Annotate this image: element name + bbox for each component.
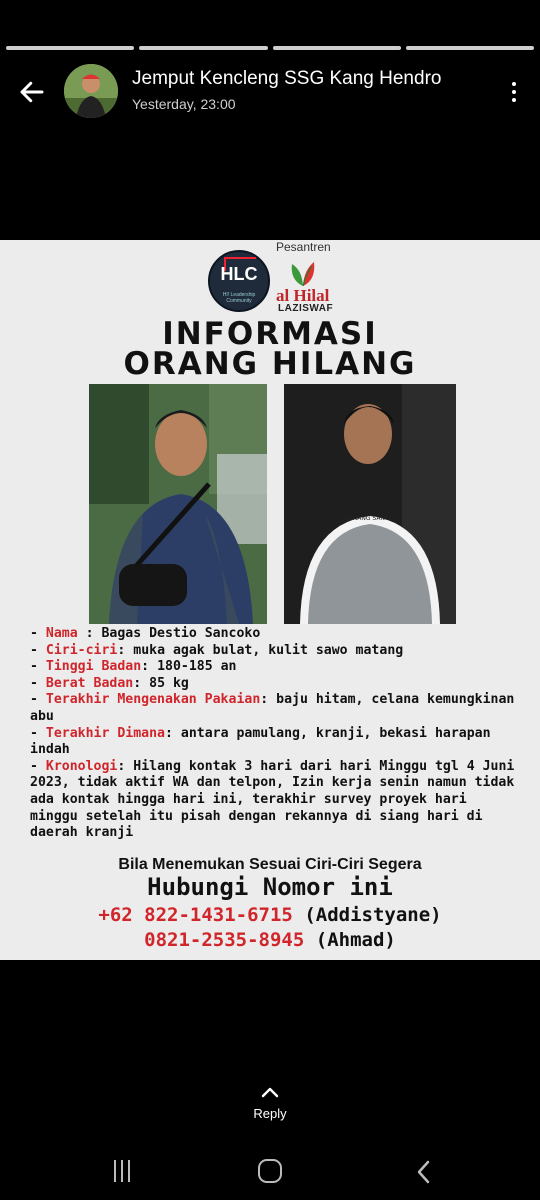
detail-row: - Terakhir Dimana: antara pamulang, kranji, bekasi harapan indah	[30, 725, 499, 758]
contact-phone-2	[0, 929, 540, 951]
missing-person-details	[30, 626, 523, 842]
phone-number-2: 0821-2535-8945	[144, 929, 305, 951]
recent-apps-button[interactable]	[110, 1160, 134, 1184]
arrow-left-icon	[17, 77, 47, 107]
avatar[interactable]	[64, 64, 118, 118]
chevron-up-icon	[258, 1084, 282, 1100]
detail-label: Ciri-ciri	[45, 642, 118, 658]
detail-value: antara pamulang, kranji, bekasi harapan indah	[30, 725, 499, 758]
detail-value: 85 kg	[149, 675, 189, 691]
story-progress-segment	[6, 46, 134, 50]
back-button[interactable]	[12, 72, 52, 112]
cta-line1: Bila Menemukan Sesuai Ciri-Ciri Segera	[118, 856, 422, 873]
missing-person-photo-1	[89, 384, 267, 624]
detail-row: - Kronologi: Hilang kontak 3 hari dari hari Minggu tgl 4 Juni 2023, tidak aktif WA dan telpon, Izin kerja senin namun tidak ada kontak hingga hari ini, terakhir survey proyek hari minggu setelah itu pisah dengan rekannya di siang hari di daerah kranji	[30, 758, 523, 841]
detail-value: 180-185 an	[157, 659, 237, 675]
detail-label: Berat Badan	[45, 675, 134, 691]
story-image[interactable]	[0, 240, 540, 960]
phone-name-1: (Addistyane)	[292, 904, 442, 926]
phone-name-2: (Ahmad)	[304, 929, 396, 951]
poster-title-line1: INFORMASI	[162, 316, 378, 352]
pesantren-label: Pesantren	[276, 240, 331, 254]
shirt-text: MENANG SANYAK	[343, 515, 397, 522]
detail-row: - Terakhir Mengenakan Pakaian: baju hitam, celana kemungkinan abu	[30, 692, 523, 724]
reply-label: Reply	[253, 1106, 287, 1121]
detail-label: Terakhir Dimana	[45, 725, 165, 741]
story-header	[0, 62, 540, 120]
cta-line2: Hubungi Nomor ini	[147, 873, 393, 901]
post-timestamp: Yesterday, 23:00	[132, 96, 236, 112]
detail-label: Tinggi Badan	[45, 659, 142, 675]
avatar-image	[64, 64, 118, 118]
phone-number-1: +62 822-1431-6715	[98, 904, 293, 926]
reply-button[interactable]	[240, 1084, 300, 1121]
leaf-logo-icon	[286, 258, 320, 288]
hlc-logo	[208, 250, 270, 312]
detail-row: - Nama : Bagas Destio Sancoko	[30, 626, 261, 641]
recent-apps-icon	[114, 1160, 116, 1182]
nav-back-button[interactable]	[412, 1158, 436, 1186]
laziswaf-logo-text: LAZISWAF	[278, 303, 334, 314]
detail-row: - Ciri-ciri: muka agak bulat, kulit sawo matang	[30, 642, 404, 658]
detail-label: Nama	[45, 626, 78, 641]
detail-label: Terakhir Mengenakan Pakaian	[45, 692, 261, 708]
more-vertical-icon	[512, 82, 516, 86]
alhilal-logo-text: al Hilal	[276, 286, 330, 305]
hlc-logo-subtext: HI! Leadership Community	[222, 292, 256, 304]
detail-row: - Tinggi Badan: 180-185 an	[30, 659, 237, 675]
poster-name[interactable]: Jemput Kencleng SSG Kang Hendro	[132, 68, 442, 89]
detail-row: - Berat Badan: 85 kg	[30, 675, 189, 691]
detail-value: muka agak bulat, kulit sawo matang	[133, 642, 404, 658]
detail-value: baju hitam, celana kemungkinan abu	[30, 692, 523, 724]
detail-label: Kronologi	[45, 758, 118, 774]
contact-phone-1	[0, 904, 540, 926]
system-nav-bar	[0, 1152, 540, 1200]
chevron-left-icon	[419, 1162, 428, 1182]
story-progress-segment	[139, 46, 267, 50]
detail-value: Bagas Destio Sancoko	[101, 626, 261, 641]
hlc-logo-text: HLC	[220, 264, 258, 284]
story-progress-segment	[273, 46, 401, 50]
more-options-button[interactable]	[502, 74, 526, 110]
story-progress-segment	[406, 46, 534, 50]
poster-title-line2: ORANG HILANG	[123, 346, 417, 382]
missing-person-photo-2	[284, 384, 456, 624]
story-progress	[6, 46, 534, 50]
home-button[interactable]	[258, 1159, 282, 1183]
detail-value: Hilang kontak 3 hari dari hari Minggu tgl 4 Juni 2023, tidak aktif WA dan telpon, Izin kerja senin namun tidak ada kontak hingga hari ini, terakhir survey proyek hari minggu setelah itu pisah dengan rekannya di siang hari di daerah kranji	[30, 758, 523, 841]
